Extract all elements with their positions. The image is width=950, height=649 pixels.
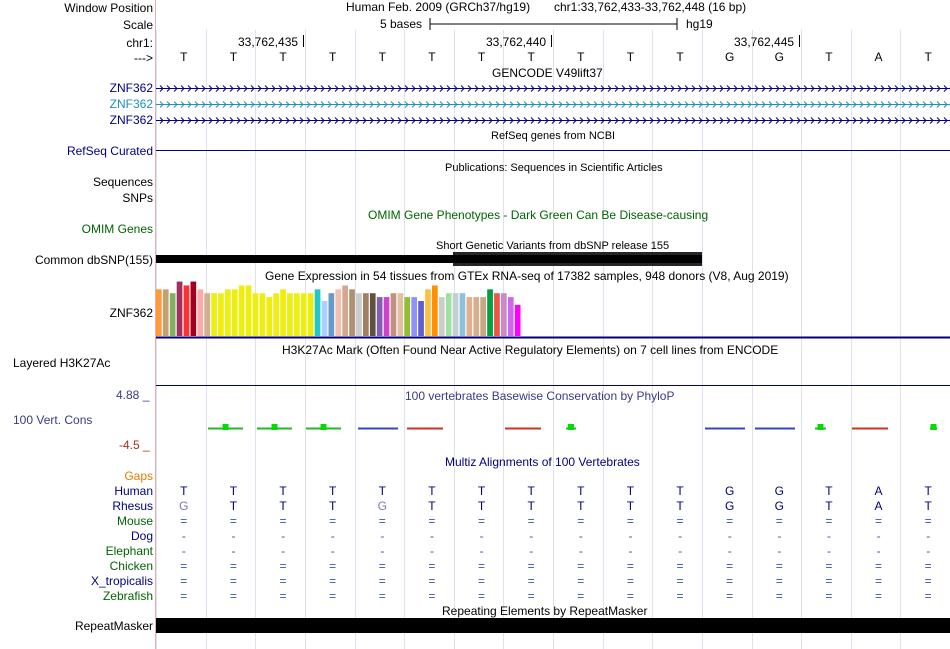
- gtex-bar: [301, 293, 307, 336]
- alignment-base: =: [726, 559, 734, 573]
- base-letter: G: [774, 50, 784, 64]
- alignment-base: T: [527, 484, 535, 498]
- alignment-base: =: [279, 589, 287, 603]
- refseq-track-label[interactable]: RefSeq Curated: [66, 144, 153, 158]
- alignment-base: T: [924, 484, 932, 498]
- alignment-base: =: [329, 514, 337, 528]
- alignment-base: -: [826, 529, 831, 543]
- pubs-track-title: Publications: Sequences in Scientific Articles: [445, 162, 663, 174]
- gtex-bar: [349, 289, 355, 336]
- alignment-base: G: [774, 484, 784, 498]
- gtex-bar: [473, 297, 479, 336]
- repeatmasker-bar: [156, 618, 950, 633]
- alignment-base: T: [825, 484, 833, 498]
- alignment-base: T: [924, 499, 932, 513]
- gtex-bar: [494, 293, 500, 336]
- strand-label: --->: [134, 51, 153, 65]
- gtex-bar: [308, 293, 314, 336]
- alignment-base: =: [626, 574, 634, 588]
- alignment-base: -: [876, 544, 881, 558]
- alignment-base: =: [329, 589, 337, 603]
- alignment-base: A: [874, 499, 883, 513]
- gtex-bar: [204, 293, 210, 336]
- alignment-base: -: [479, 529, 484, 543]
- alignment-base: T: [180, 484, 188, 498]
- alignment-base: T: [229, 499, 238, 513]
- gencode-gene-label-3[interactable]: ZNF362: [109, 113, 153, 127]
- alignment-base: =: [676, 514, 684, 528]
- gtex-bar: [411, 297, 417, 336]
- dbsnp-feature-highlight: [453, 252, 702, 266]
- cons-peak: [321, 424, 327, 430]
- alignment-base: =: [775, 574, 783, 588]
- alignment-base: -: [380, 529, 385, 543]
- alignment-base: -: [181, 529, 186, 543]
- alignment-base: T: [626, 499, 635, 513]
- gtex-bar: [246, 285, 252, 336]
- alignment-base: -: [231, 544, 236, 558]
- gtex-track-title: Gene Expression in 54 tissues from GTEx RNA-seq of 17382 samples, 948 donors (V8, Aug 2019): [265, 269, 789, 283]
- alignment-base: =: [726, 514, 734, 528]
- h3k27ac-track-title: H3K27Ac Mark (Often Found Near Active Regulatory Elements) on 7 cell lines from ENCODE: [282, 343, 779, 357]
- alignment-base: =: [329, 574, 337, 588]
- gtex-bar: [163, 289, 169, 336]
- alignment-base: -: [678, 529, 683, 543]
- alignment-base: T: [477, 484, 486, 498]
- gtex-bar: [156, 289, 162, 336]
- species-label[interactable]: Chicken: [109, 559, 153, 573]
- cons-max-label: 4.88 _: [116, 388, 150, 402]
- coord-2: 33,762,440: [486, 35, 547, 49]
- coord-3: 33,762,445: [734, 35, 795, 49]
- alignment-base: =: [577, 514, 585, 528]
- alignment-base: G: [377, 499, 387, 513]
- alignment-base: -: [777, 544, 782, 558]
- gtex-bar: [170, 293, 176, 336]
- species-label[interactable]: X_tropicalis: [90, 574, 153, 588]
- alignment-base: T: [329, 499, 337, 513]
- cons-peak: [818, 424, 824, 430]
- alignment-base: =: [378, 559, 386, 573]
- repeat-track-title: Repeating Elements by RepeatMasker: [442, 604, 648, 618]
- alignment-base: =: [825, 589, 833, 603]
- alignment-base: T: [428, 484, 436, 498]
- base-letter: T: [577, 50, 585, 64]
- alignment-base: T: [676, 499, 684, 513]
- alignment-base: =: [775, 559, 783, 573]
- gtex-bar: [480, 297, 486, 336]
- alignment-base: =: [478, 574, 486, 588]
- scale-label: Scale: [122, 18, 153, 32]
- gtex-bar: [191, 282, 197, 336]
- alignment-base: =: [676, 559, 684, 573]
- gtex-bar: [294, 293, 300, 336]
- omim-track-label[interactable]: OMIM Genes: [81, 222, 153, 236]
- gtex-bar: [232, 289, 238, 336]
- base-letter: T: [676, 50, 684, 64]
- alignment-base: G: [179, 499, 189, 513]
- alignment-base: -: [380, 544, 385, 558]
- gtex-bar: [218, 293, 224, 336]
- alignment-base: =: [428, 559, 436, 573]
- gaps-label[interactable]: Gaps: [124, 469, 153, 483]
- base-letter: T: [924, 50, 932, 64]
- base-letter: G: [725, 50, 735, 64]
- gtex-bar: [335, 289, 341, 336]
- gtex-bar: [253, 293, 259, 336]
- gtex-bar: [260, 293, 266, 336]
- gtex-bar: [384, 297, 390, 336]
- gtex-bar: [315, 289, 321, 336]
- alignment-base: T: [279, 499, 287, 513]
- alignment-base: T: [577, 499, 585, 513]
- alignment-base: T: [626, 484, 635, 498]
- gencode-gene-label-2[interactable]: ZNF362: [109, 97, 153, 111]
- scale-db: hg19: [686, 17, 713, 31]
- cons-track-label[interactable]: 100 Vert. Cons: [13, 413, 93, 427]
- gtex-bar: [363, 293, 369, 336]
- alignment-base: -: [281, 544, 286, 558]
- alignment-base: -: [479, 544, 484, 558]
- alignment-base: T: [527, 499, 535, 513]
- alignment-base: =: [428, 574, 436, 588]
- alignment-base: =: [825, 574, 833, 588]
- h3k27ac-track-label[interactable]: Layered H3K27Ac: [13, 356, 111, 370]
- alignment-base: -: [330, 544, 335, 558]
- alignment-base: -: [628, 544, 633, 558]
- omim-track-title: OMIM Gene Phenotypes - Dark Green Can Be Disease-causing: [368, 208, 709, 222]
- cons-track-title: 100 vertebrates Basewise Conservation by PhyloP: [405, 389, 675, 403]
- alignment-base: =: [229, 574, 237, 588]
- alignment-base: -: [429, 529, 434, 543]
- chr-label: chr1:: [126, 36, 153, 50]
- alignment-base: =: [577, 589, 585, 603]
- alignment-base: =: [527, 514, 535, 528]
- alignment-base: G: [725, 499, 735, 513]
- base-letter: T: [477, 50, 486, 64]
- alignment-base: =: [626, 589, 634, 603]
- gtex-bar: [322, 301, 328, 336]
- gencode-track-title: GENCODE V49lift37: [492, 66, 603, 80]
- alignment-base: T: [329, 484, 337, 498]
- cons-peak: [568, 424, 574, 430]
- cons-peak: [223, 424, 229, 430]
- base-letter: T: [180, 50, 188, 64]
- alignment-base: =: [378, 514, 386, 528]
- gtex-bar: [467, 297, 473, 336]
- scale-text: 5 bases: [380, 17, 423, 31]
- repeat-track-label[interactable]: RepeatMasker: [74, 619, 153, 633]
- alignment-base: =: [378, 574, 386, 588]
- gtex-bar: [418, 301, 424, 336]
- gtex-bar: [287, 293, 293, 336]
- assembly-text: Human Feb. 2009 (GRCh37/hg19): [346, 0, 531, 14]
- gtex-bar: [225, 289, 231, 336]
- alignment-base: T: [378, 484, 386, 498]
- cons-min-label: -4.5 _: [119, 438, 150, 452]
- alignment-base: =: [229, 514, 237, 528]
- alignment-base: -: [281, 529, 286, 543]
- gtex-bar: [377, 297, 383, 336]
- alignment-base: -: [181, 544, 186, 558]
- alignment-base: =: [180, 514, 188, 528]
- alignment-base: =: [478, 559, 486, 573]
- alignment-base: T: [279, 484, 287, 498]
- base-letter: T: [279, 50, 287, 64]
- base-letter: T: [825, 50, 833, 64]
- base-letter: T: [329, 50, 337, 64]
- alignment-base: =: [279, 559, 287, 573]
- base-letter: T: [626, 50, 635, 64]
- alignment-base: =: [626, 559, 634, 573]
- gtex-bar: [508, 297, 514, 336]
- alignment-base: =: [527, 559, 535, 573]
- gtex-bar: [398, 293, 404, 336]
- cons-peak: [272, 424, 278, 430]
- alignment-base: A: [874, 484, 883, 498]
- alignment-base: =: [329, 559, 337, 573]
- alignment-base: =: [924, 574, 932, 588]
- alignment-base: =: [875, 589, 883, 603]
- pubs-snps-label[interactable]: SNPs: [122, 191, 153, 205]
- gtex-bar: [239, 285, 245, 336]
- pubs-sequences-label[interactable]: Sequences: [92, 175, 153, 189]
- gtex-bar: [515, 305, 521, 336]
- alignment-base: =: [577, 559, 585, 573]
- window-position-label: Window Position: [64, 1, 153, 15]
- alignment-base: G: [774, 499, 784, 513]
- alignment-base: =: [924, 559, 932, 573]
- gtex-bar: [439, 297, 445, 336]
- alignment-base: =: [726, 589, 734, 603]
- alignment-base: =: [229, 559, 237, 573]
- alignment-base: -: [330, 529, 335, 543]
- gencode-gene-label-1[interactable]: ZNF362: [109, 81, 153, 95]
- gtex-gene-label[interactable]: ZNF362: [109, 306, 153, 320]
- alignment-base: =: [825, 514, 833, 528]
- gtex-bar: [460, 293, 466, 336]
- species-label[interactable]: Human: [114, 484, 153, 498]
- alignment-base: =: [924, 514, 932, 528]
- species-label[interactable]: Mouse: [116, 514, 153, 528]
- alignment-base: -: [529, 529, 534, 543]
- alignment-base: =: [875, 514, 883, 528]
- species-label[interactable]: Rhesus: [112, 499, 153, 513]
- alignment-base: =: [726, 574, 734, 588]
- alignment-base: =: [279, 574, 287, 588]
- alignment-base: T: [229, 484, 238, 498]
- gtex-bar: [197, 289, 203, 336]
- gtex-bar: [280, 289, 286, 336]
- alignment-base: -: [727, 529, 732, 543]
- alignment-base: =: [825, 559, 833, 573]
- gtex-bar: [501, 293, 507, 336]
- gtex-bar: [453, 293, 459, 336]
- alignment-base: -: [231, 529, 236, 543]
- alignment-base: =: [478, 514, 486, 528]
- gtex-bar: [425, 289, 431, 336]
- alignment-base: -: [826, 544, 831, 558]
- alignment-base: T: [676, 484, 684, 498]
- alignment-base: =: [676, 574, 684, 588]
- alignment-base: =: [428, 514, 436, 528]
- multiz-track-title: Multiz Alignments of 100 Vertebrates: [445, 455, 640, 469]
- gtex-bar: [370, 293, 376, 336]
- alignment-base: =: [378, 589, 386, 603]
- alignment-base: -: [727, 544, 732, 558]
- gtex-bar: [177, 282, 183, 336]
- alignment-base: =: [279, 514, 287, 528]
- alignment-base: -: [628, 529, 633, 543]
- gtex-bar: [487, 289, 493, 336]
- gtex-bar: [329, 293, 335, 336]
- species-label[interactable]: Zebrafish: [102, 589, 153, 603]
- dbsnp-track-title: Short Genetic Variants from dbSNP release 155: [436, 240, 670, 252]
- alignment-base: =: [527, 589, 535, 603]
- alignment-base: =: [676, 589, 684, 603]
- coord-1: 33,762,435: [238, 35, 299, 49]
- alignment-base: T: [477, 499, 486, 513]
- alignment-base: =: [577, 574, 585, 588]
- alignment-base: -: [777, 529, 782, 543]
- alignment-base: T: [825, 499, 833, 513]
- alignment-base: T: [428, 499, 436, 513]
- gtex-bar: [391, 293, 397, 336]
- gtex-bar: [446, 293, 452, 336]
- alignment-base: =: [875, 559, 883, 573]
- alignment-base: -: [578, 544, 583, 558]
- cons-peak: [931, 424, 937, 430]
- alignment-base: =: [229, 589, 237, 603]
- alignment-base: -: [926, 544, 931, 558]
- gtex-bar: [404, 297, 410, 336]
- gtex-bar: [266, 297, 272, 336]
- base-letter: T: [527, 50, 535, 64]
- refseq-track-title: RefSeq genes from NCBI: [491, 130, 616, 142]
- species-label[interactable]: Elephant: [105, 544, 153, 558]
- alignment-base: =: [428, 589, 436, 603]
- gtex-bar: [432, 285, 438, 336]
- gtex-bar: [184, 285, 190, 336]
- gtex-bar: [211, 293, 217, 336]
- species-label[interactable]: Dog: [130, 529, 153, 543]
- alignment-base: =: [924, 589, 932, 603]
- alignment-base: =: [527, 574, 535, 588]
- base-letter: T: [229, 50, 238, 64]
- alignment-base: =: [875, 574, 883, 588]
- alignment-base: =: [180, 559, 188, 573]
- alignment-base: =: [775, 514, 783, 528]
- gtex-bar: [342, 285, 348, 336]
- alignment-base: T: [577, 484, 585, 498]
- alignment-base: G: [725, 484, 735, 498]
- alignment-base: -: [578, 529, 583, 543]
- base-letter: A: [874, 50, 883, 64]
- gtex-bar: [356, 293, 362, 336]
- gtex-bar: [273, 293, 279, 336]
- position-text[interactable]: chr1:33,762,433-33,762,448 (16 bp): [554, 0, 747, 14]
- alignment-base: -: [678, 544, 683, 558]
- alignment-base: -: [876, 529, 881, 543]
- alignment-base: =: [180, 574, 188, 588]
- alignment-base: =: [626, 514, 634, 528]
- base-letter: T: [428, 50, 436, 64]
- alignment-base: -: [429, 544, 434, 558]
- dbsnp-track-label[interactable]: Common dbSNP(155): [34, 253, 153, 267]
- alignment-base: =: [478, 589, 486, 603]
- alignment-base: =: [180, 589, 188, 603]
- alignment-base: -: [926, 529, 931, 543]
- alignment-base: =: [775, 589, 783, 603]
- alignment-base: -: [529, 544, 534, 558]
- base-letter: T: [378, 50, 386, 64]
